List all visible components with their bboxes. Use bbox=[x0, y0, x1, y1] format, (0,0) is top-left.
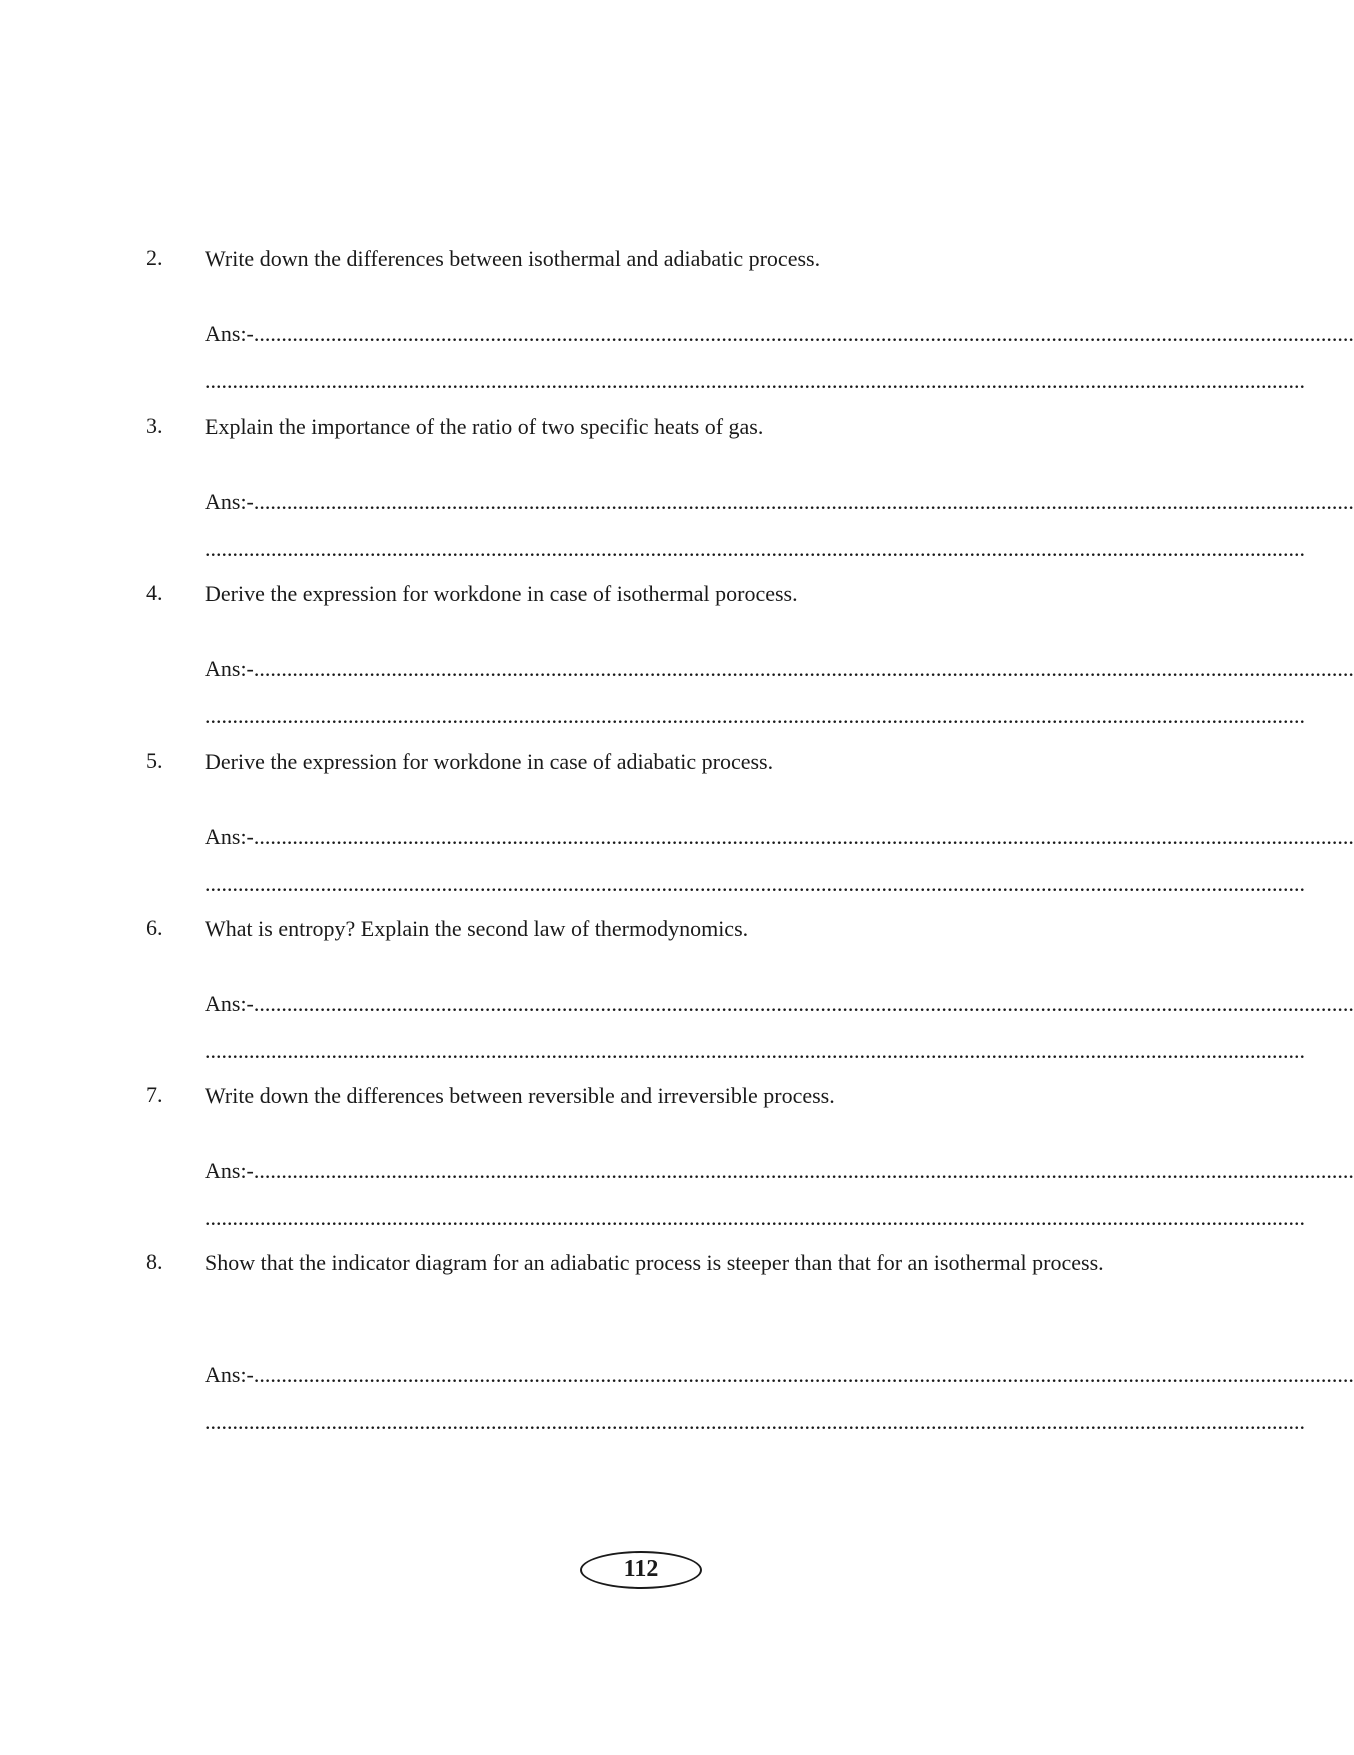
answer-label: Ans:- bbox=[205, 656, 254, 681]
dotted-fill: ........................................................................................................................................................................................................ bbox=[205, 871, 1305, 896]
answer-line[interactable] bbox=[205, 487, 1354, 517]
question-number: 5. bbox=[146, 748, 163, 773]
dotted-fill: ........................................................................................................................................................................................................ bbox=[205, 536, 1305, 561]
answer-label: Ans:- bbox=[205, 824, 254, 849]
question-text: Write down the differences between reversible and irreversible process. bbox=[205, 1083, 835, 1108]
dotted-fill: ........................................................................................................................................................................................................ bbox=[253, 489, 1354, 514]
answer-line[interactable] bbox=[205, 1156, 1354, 1186]
answer-dotted-line[interactable] bbox=[205, 701, 1305, 731]
dotted-fill: ........................................................................................................................................................................................................ bbox=[253, 321, 1354, 346]
answer-label: Ans:- bbox=[205, 1158, 254, 1183]
answer-line[interactable] bbox=[205, 1360, 1354, 1390]
dotted-fill: ........................................................................................................................................................................................................ bbox=[253, 1362, 1354, 1387]
answer-dotted-line[interactable] bbox=[205, 1203, 1305, 1233]
answer-line[interactable] bbox=[205, 822, 1354, 852]
answer-label: Ans:- bbox=[205, 321, 254, 346]
question-number: 7. bbox=[146, 1082, 163, 1107]
page-number-badge bbox=[580, 1551, 702, 1589]
question-number: 6. bbox=[146, 915, 163, 940]
dotted-fill: ........................................................................................................................................................................................................ bbox=[205, 1038, 1305, 1063]
question-text: Write down the differences between isothermal and adiabatic process. bbox=[205, 246, 821, 271]
dotted-fill: ........................................................................................................................................................................................................ bbox=[253, 824, 1354, 849]
question-text: What is entropy? Explain the second law of thermodynomics. bbox=[205, 916, 749, 941]
answer-dotted-line[interactable] bbox=[205, 1407, 1305, 1437]
question-number: 4. bbox=[146, 580, 163, 605]
question-text: Explain the importance of the ratio of two specific heats of gas. bbox=[205, 414, 764, 439]
dotted-fill: ........................................................................................................................................................................................................ bbox=[205, 1205, 1305, 1230]
question-text: Derive the expression for workdone in case of adiabatic process. bbox=[205, 749, 774, 774]
question-text: Derive the expression for workdone in case of isothermal porocess. bbox=[205, 581, 798, 606]
question-number: 2. bbox=[146, 245, 163, 270]
answer-dotted-line[interactable] bbox=[205, 869, 1305, 899]
answer-label: Ans:- bbox=[205, 991, 254, 1016]
answer-dotted-line[interactable] bbox=[205, 366, 1305, 396]
answer-line[interactable] bbox=[205, 319, 1354, 349]
question-text: Show that the indicator diagram for an adiabatic process is steeper than that for an isothermal process. bbox=[205, 1250, 1104, 1275]
answer-dotted-line[interactable] bbox=[205, 1036, 1305, 1066]
dotted-fill: ........................................................................................................................................................................................................ bbox=[205, 1409, 1305, 1434]
dotted-fill: ........................................................................................................................................................................................................ bbox=[205, 703, 1305, 728]
answer-dotted-line[interactable] bbox=[205, 534, 1305, 564]
page-number: 112 bbox=[623, 1556, 659, 1582]
dotted-fill: ........................................................................................................................................................................................................ bbox=[253, 991, 1354, 1016]
question-number: 3. bbox=[146, 413, 163, 438]
answer-label: Ans:- bbox=[205, 489, 254, 514]
answer-label: Ans:- bbox=[205, 1362, 254, 1387]
dotted-fill: ........................................................................................................................................................................................................ bbox=[253, 656, 1354, 681]
answer-line[interactable] bbox=[205, 989, 1354, 1019]
dotted-fill: ........................................................................................................................................................................................................ bbox=[205, 368, 1305, 393]
question-number: 8. bbox=[146, 1249, 163, 1274]
dotted-fill: ........................................................................................................................................................................................................ bbox=[253, 1158, 1354, 1183]
answer-line[interactable] bbox=[205, 654, 1354, 684]
